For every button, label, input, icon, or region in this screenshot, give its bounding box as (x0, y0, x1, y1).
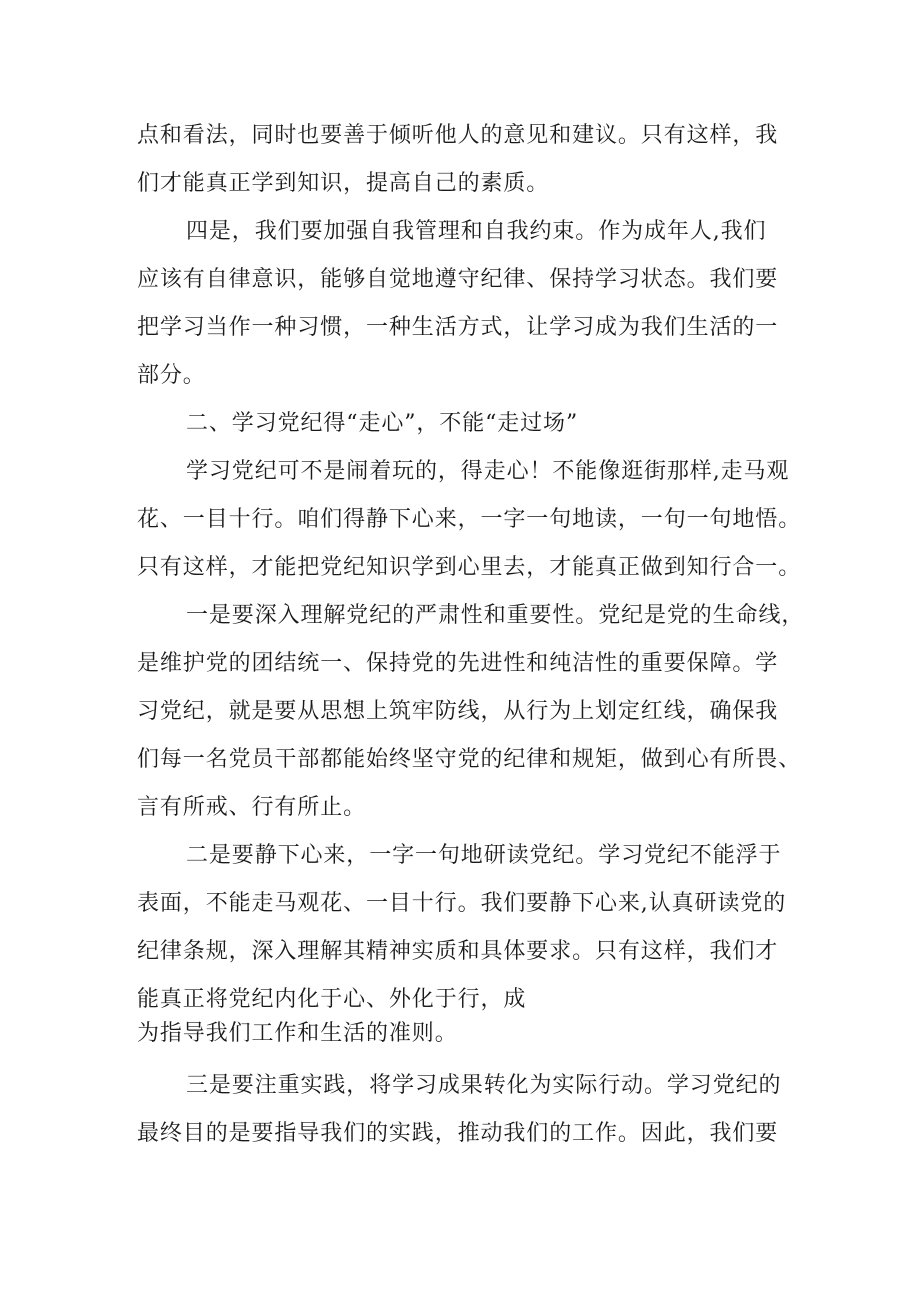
text-line: 把学习当作一种习惯，一种生活方式，让学习成为我们生活的一 (137, 315, 779, 340)
paragraph-start-line: 学习党纪可不是闹着玩的，得走心！不能像逛街那样,走马观 (186, 459, 790, 484)
text-line: 能真正将党纪内化于心、外化于行，成 (137, 987, 527, 1012)
text-line: 习党纪，就是要从思想上筑牢防线，从行为上划定红线，确保我 (137, 699, 779, 724)
text-line: 为指导我们工作和生活的准则。 (137, 1021, 458, 1046)
text-line: 们才能真正学到知识，提高自己的素质。 (137, 171, 550, 196)
section-heading: 二、学习党纪得“走心”，不能“走过场” (186, 411, 579, 436)
text-line: 应该有自律意识，能够自觉地遵守纪律、保持学习状态。我们要 (137, 267, 779, 292)
text-line: 言有所戒、行有所止。 (137, 795, 367, 820)
text-line: 表面，不能走马观花、一目十行。我们要静下心来,认真研读党的 (137, 891, 787, 916)
text-line: 点和看法，同时也要善于倾听他人的意见和建议。只有这样，我 (137, 123, 779, 148)
paragraph-start-line: 三是要注重实践，将学习成果转化为实际行动。学习党纪的 (186, 1073, 782, 1098)
paragraph-start-line: 二是要静下心来，一字一句地研读党纪。学习党纪不能浮于 (186, 843, 782, 868)
text-line: 花、一目十行。咱们得静下心来，一字一句地读，一句一句地悟。 (137, 507, 802, 532)
text-line: 纪律条规，深入理解其精神实质和具体要求。只有这样，我们才 (137, 939, 779, 964)
paragraph-start-line: 一是要深入理解党纪的严肃性和重要性。党纪是党的生命线， (186, 603, 805, 628)
paragraph-start-line: 四是，我们要加强自我管理和自我约束。作为成年人,我们 (186, 219, 767, 244)
text-line: 最终目的是要指导我们的实践，推动我们的工作。因此，我们要 (137, 1121, 779, 1146)
text-line: 是维护党的团结统一、保持党的先进性和纯洁性的重要保障。学 (137, 651, 779, 676)
text-line: 部分。 (137, 363, 206, 388)
text-line: 只有这样，才能把党纪知识学到心里去，才能真正做到知行合一。 (137, 555, 802, 580)
text-line: 们每一名党员干部都能始终坚守党的纪律和规矩，做到心有所畏、 (137, 747, 802, 772)
